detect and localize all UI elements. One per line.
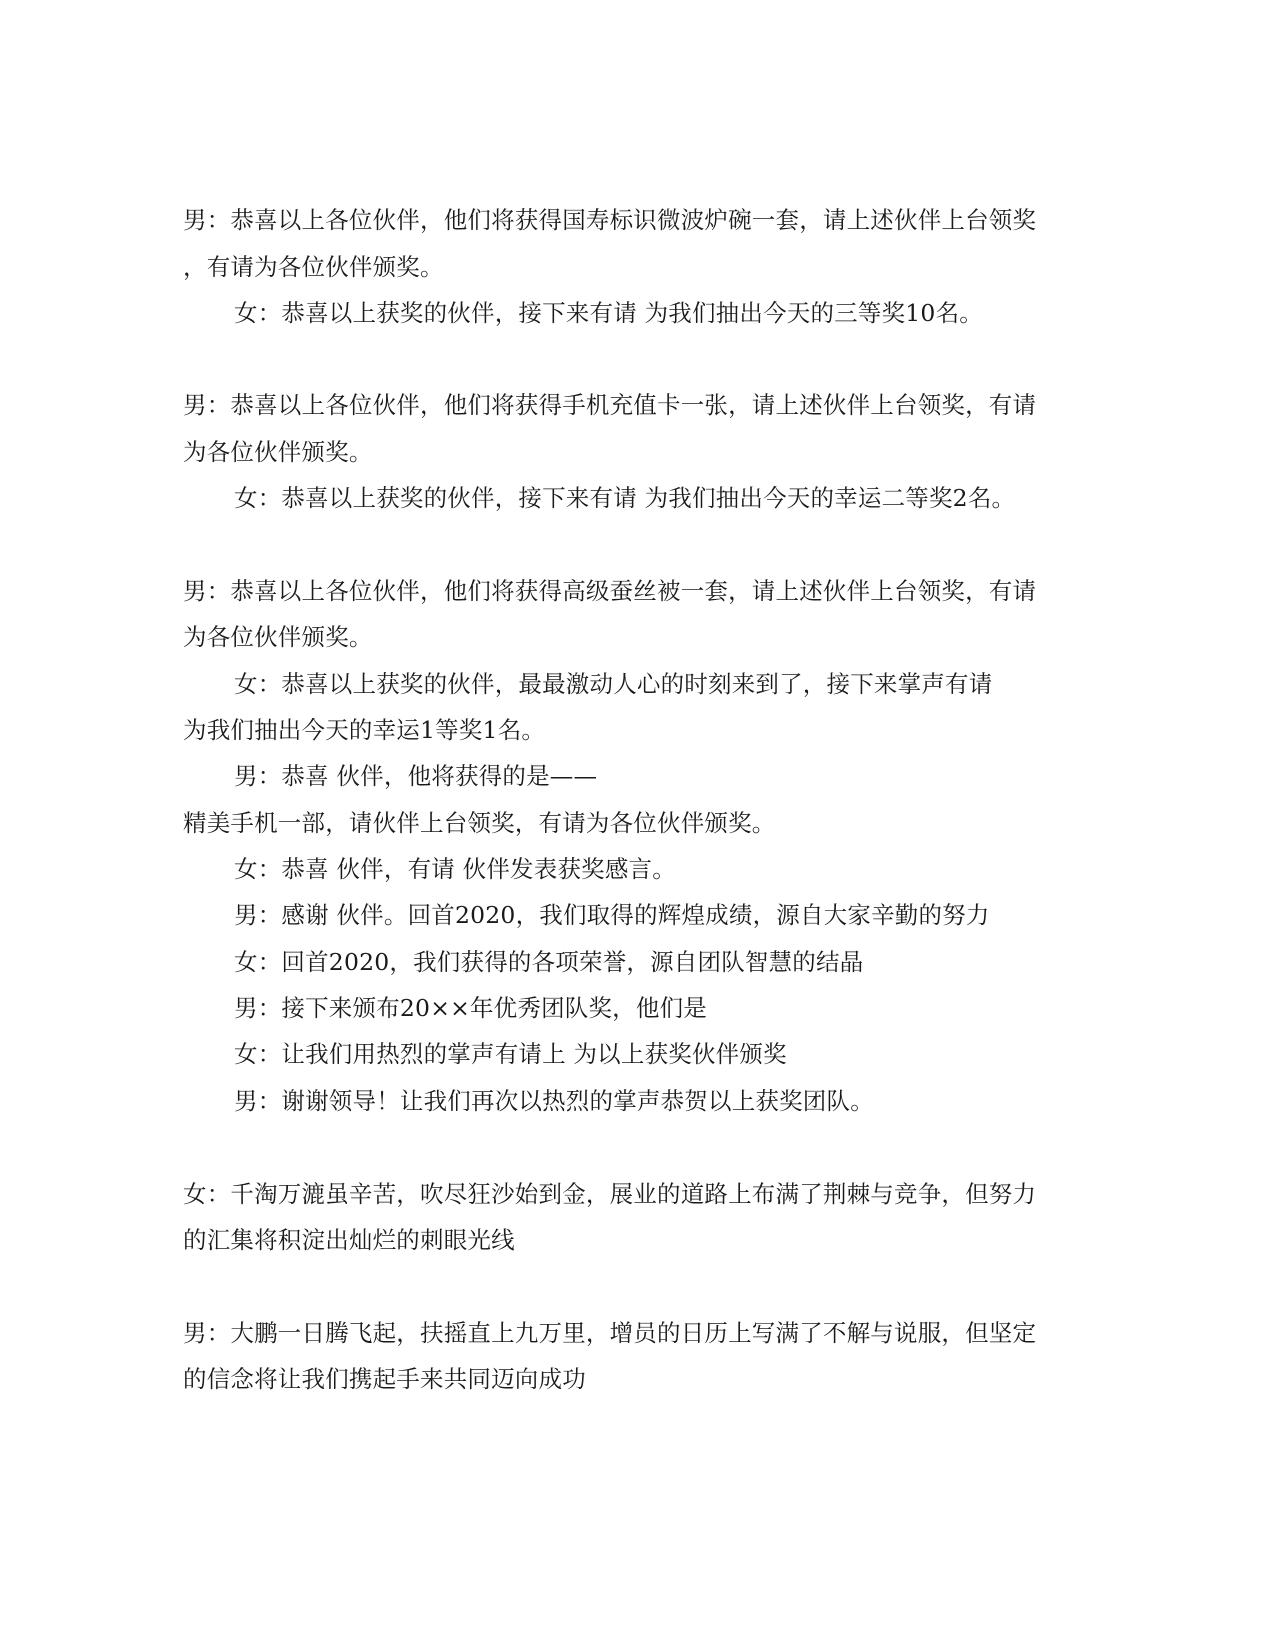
dialogue-line: 的信念将让我们携起手来共同迈向成功 [183, 1365, 586, 1393]
dialogue-line: 男：恭喜以上各位伙伴，他们将获得手机充值卡一张，请上述伙伴上台领奖，有请 [183, 391, 1037, 419]
dialogue-line: 女：回首2020，我们获得的各项荣誉，源自团队智慧的结晶 [234, 948, 864, 976]
dialogue-line: 为各位伙伴颁奖。 [183, 438, 373, 466]
dialogue-line: 的汇集将积淀出灿烂的刺眼光线 [183, 1226, 515, 1254]
dialogue-line: 男：感谢 伙伴。回首2020，我们取得的辉煌成绩，源自大家辛勤的努力 [234, 901, 990, 929]
dialogue-line: 女：恭喜以上获奖的伙伴，接下来有请 为我们抽出今天的幸运二等奖2名。 [234, 484, 1016, 512]
dialogue-line: 女：千淘万漉虽辛苦，吹尽狂沙始到金，展业的道路上布满了荆棘与竞争，但努力 [183, 1180, 1037, 1208]
dialogue-line: 精美手机一部，请伙伴上台领奖，有请为各位伙伴颁奖。 [183, 809, 776, 837]
dialogue-line: 为我们抽出今天的幸运1等奖1名。 [183, 716, 546, 744]
dialogue-line: 女：让我们用热烈的掌声有请上 为以上获奖伙伴颁奖 [234, 1040, 787, 1068]
dialogue-line: 男：恭喜 伙伴，他将获得的是—— [234, 762, 598, 790]
dialogue-line: 男：恭喜以上各位伙伴，他们将获得国寿标识微波炉碗一套，请上述伙伴上台领奖 [183, 206, 1037, 234]
dialogue-line: 男：谢谢领导！让我们再次以热烈的掌声恭贺以上获奖团队。 [234, 1087, 874, 1115]
dialogue-line: 男：接下来颁布20××年优秀团队奖，他们是 [234, 994, 707, 1022]
dialogue-line: ，有请为各位伙伴颁奖。 [183, 253, 444, 281]
dialogue-line: 男：大鹏一日腾飞起，扶摇直上九万里，增员的日历上写满了不解与说服，但坚定 [183, 1319, 1037, 1347]
dialogue-line: 女：恭喜以上获奖的伙伴，最最激动人心的时刻来到了，接下来掌声有请 [234, 670, 993, 698]
dialogue-line: 女：恭喜以上获奖的伙伴，接下来有请 为我们抽出今天的三等奖10名。 [234, 299, 983, 327]
dialogue-line: 女：恭喜 伙伴，有请 伙伴发表获奖感言。 [234, 855, 676, 883]
dialogue-line: 男：恭喜以上各位伙伴，他们将获得高级蚕丝被一套，请上述伙伴上台领奖，有请 [183, 577, 1037, 605]
dialogue-line: 为各位伙伴颁奖。 [183, 623, 373, 651]
